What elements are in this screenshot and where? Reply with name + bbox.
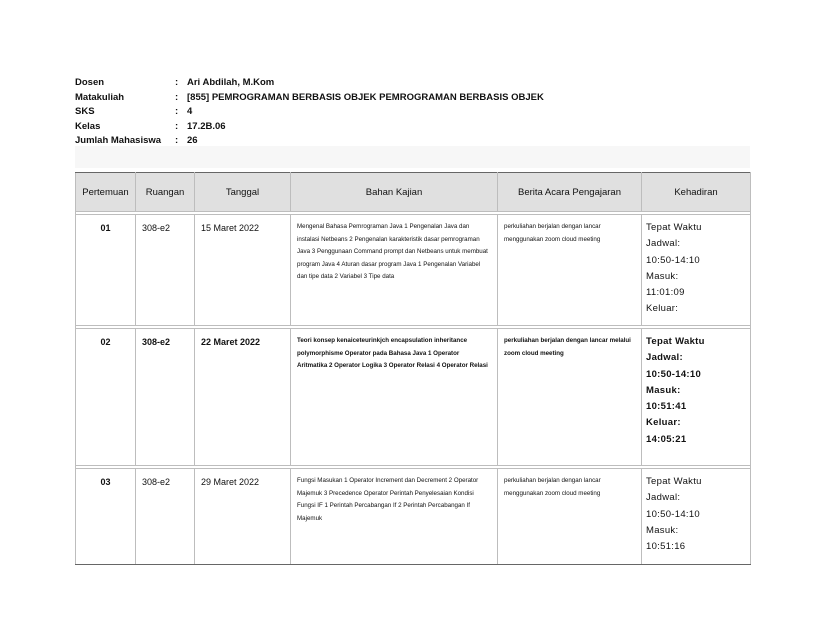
info-label: Matakuliah [75, 91, 125, 103]
topic-cell: Mengenal Bahasa Pemrograman Java 1 Pengenalan Java dan instalasi Netbeans 2 Pengenalan karakteristik dasar pemrograman Java 3 Penggunaan Command prompt dan Netbeans untuk membuat program Java 4 Aturan dasar program Java 1 Pengenalan Variabel dan tipe data 2 Variabel 3 Tipe data [291, 215, 498, 326]
room-cell: 308-e2 [136, 469, 195, 565]
attendance-schedule-value: 10:50-14:10 [646, 254, 701, 266]
meeting-number: 03 [76, 469, 136, 565]
teaching-note-cell: perkuliahan berjalan dengan lancar melalui zoom cloud meeting [498, 329, 642, 466]
attendance-in-value: 10:51:16 [646, 541, 686, 553]
info-colon: : [175, 91, 179, 103]
attendance-out-label: Keluar: [646, 303, 679, 315]
attendance-status: Tepat Waktu [646, 222, 702, 233]
info-label: Dosen [75, 77, 105, 88]
date-cell: 22 Maret 2022 [195, 329, 291, 466]
table-row [76, 329, 751, 466]
attendance-cell [642, 215, 751, 326]
attendance-schedule-value: 10:50-14:10 [646, 368, 702, 380]
info-label: SKS [75, 106, 95, 118]
info-value-lecturer: Ari Abdilah, M.Kom [187, 77, 275, 88]
attendance-schedule-label: Jadwal: [646, 352, 683, 364]
info-colon: : [175, 120, 179, 132]
date-cell: 15 Maret 2022 [195, 215, 291, 326]
header-band [75, 146, 750, 168]
info-colon: : [175, 135, 179, 147]
teaching-note-cell: perkuliahan berjalan dengan lancar menggunakan zoom cloud meeting [498, 215, 642, 326]
header-date: Tanggal [195, 173, 291, 212]
info-row-class [75, 120, 544, 135]
meeting-number: 02 [76, 329, 136, 466]
attendance-out-label: Keluar: [646, 417, 681, 429]
date-cell: 29 Maret 2022 [195, 469, 291, 565]
attendance-schedule-label: Jadwal: [646, 238, 681, 250]
attendance-in-value: 11:01:09 [646, 287, 685, 299]
attendance-schedule-value: 10:50-14:10 [646, 508, 701, 520]
topic-cell: Fungsi Masukan 1 Operator Increment dan Decrement 2 Operator Majemuk 3 Precedence Operator Perintah Penyelesaian Kondisi Fungsi IF 1 Perintah Percabangan If 2 Perintah Percabangan If Majemuk [291, 469, 498, 565]
attendance-cell [642, 329, 751, 466]
info-row-credits [75, 105, 544, 120]
table-header-row [76, 173, 751, 212]
attendance-cell [642, 469, 751, 565]
info-colon: : [175, 106, 179, 118]
info-value-students: 26 [187, 135, 198, 147]
info-label: Jumlah Mahasiswa [75, 135, 162, 147]
room-cell: 308-e2 [136, 215, 195, 326]
info-colon: : [175, 77, 179, 88]
info-value-course: [855] PEMROGRAMAN BERBASIS OBJEK PEMROGRAMAN BERBASIS OBJEK [187, 91, 544, 103]
attendance-schedule-label: Jadwal: [646, 492, 681, 504]
attendance-in-label: Masuk: [646, 270, 679, 282]
schedule-table [75, 172, 751, 565]
info-row-course [75, 91, 544, 106]
course-info [75, 76, 544, 149]
attendance-status: Tepat Waktu [646, 336, 705, 347]
attendance-status: Tepat Waktu [646, 476, 702, 487]
room-cell: 308-e2 [136, 329, 195, 466]
header-meeting: Pertemuan [76, 173, 136, 212]
info-value-class: 17.2B.06 [187, 120, 226, 132]
header-topic: Bahan Kajian [291, 173, 498, 212]
attendance-in-label: Masuk: [646, 524, 679, 536]
table-row [76, 469, 751, 565]
header-attendance: Kehadiran [642, 173, 751, 212]
header-room: Ruangan [136, 173, 195, 212]
topic-cell: Teori konsep kenaiceteurinkjch encapsulation inheritance polymorphisme Operator pada Bahasa Java 1 Operator Aritmatika 2 Operator Logika 3 Operator Relasi 4 Operator Relasi [291, 329, 498, 466]
info-label: Kelas [75, 120, 101, 132]
meeting-number: 01 [76, 215, 136, 326]
info-row-lecturer [75, 76, 544, 91]
attendance-out-value: 14:05:21 [646, 433, 687, 445]
header-teaching-notes: Berita Acara Pengajaran [498, 173, 642, 212]
attendance-in-value: 10:51:41 [646, 401, 687, 413]
info-value-credits: 4 [187, 106, 193, 118]
teaching-note-cell: perkuliahan berjalan dengan lancar menggunakan zoom cloud meeting [498, 469, 642, 565]
attendance-in-label: Masuk: [646, 384, 681, 396]
table-row [76, 215, 751, 326]
